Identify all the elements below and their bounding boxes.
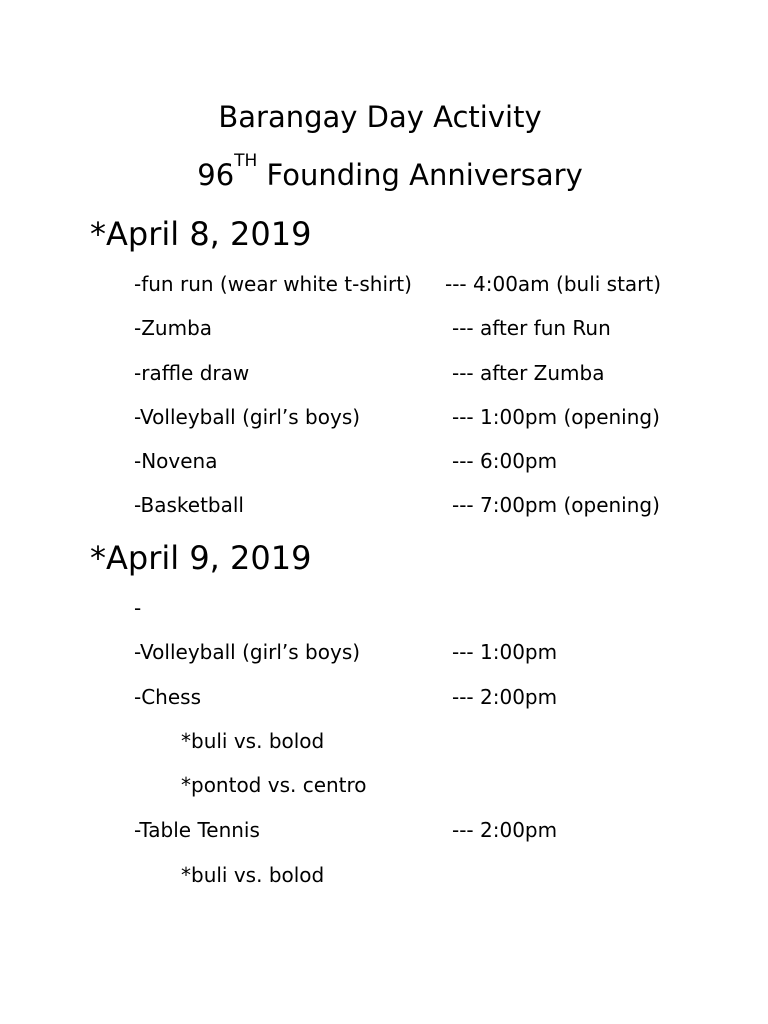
anniversary-label: Founding Anniversary: [257, 158, 583, 192]
schedule-row: [0, 491, 768, 519]
activity-time: --- 2:00pm: [452, 685, 558, 709]
schedule-row: [0, 447, 768, 475]
activity-name: -Novena: [134, 449, 218, 473]
activity-time: --- after fun Run: [452, 316, 611, 340]
activity-name: -Chess: [134, 685, 202, 709]
activity-time: --- 1:00pm: [452, 640, 558, 664]
activity-name: -Volleyball (girl’s boys): [134, 405, 361, 429]
activity-name: -Zumba: [134, 316, 213, 340]
schedule-row: [0, 816, 768, 844]
schedule-row: [0, 359, 768, 387]
anniversary-ordinal-suffix: TH: [234, 151, 258, 171]
schedule-row: [0, 638, 768, 666]
schedule-row: [0, 683, 768, 711]
activity-name: -fun run (wear white t-shirt): [134, 272, 412, 296]
activity-time: --- 4:00am (buli start): [445, 272, 662, 296]
activity-time: --- after Zumba: [452, 361, 605, 385]
day-1-date: *April 8, 2019: [90, 215, 312, 253]
schedule-row: [0, 314, 768, 342]
activity-name: -raffle draw: [134, 361, 250, 385]
schedule-row: [0, 594, 768, 622]
schedule-row: [0, 861, 768, 889]
anniversary-number: 96: [197, 158, 235, 192]
activity-name: -: [134, 596, 142, 620]
activity-time: --- 2:00pm: [452, 818, 558, 842]
activity-name: *buli vs. bolod: [181, 863, 325, 887]
schedule-row: [0, 270, 768, 298]
schedule-row: [0, 403, 768, 431]
schedule-row: [0, 771, 768, 799]
document-subtitle: [110, 151, 670, 193]
activity-name: *pontod vs. centro: [181, 773, 367, 797]
activity-name: -Basketball: [134, 493, 244, 517]
schedule-row: [0, 727, 768, 755]
activity-time: --- 7:00pm (opening): [452, 493, 660, 517]
document-title: Barangay Day Activity: [218, 100, 542, 134]
activity-name: *buli vs. bolod: [181, 729, 325, 753]
activity-name: -Table Tennis: [134, 818, 260, 842]
activity-time: --- 1:00pm (opening): [452, 405, 660, 429]
day-2-date: *April 9, 2019: [90, 539, 312, 577]
activity-name: -Volleyball (girl’s boys): [134, 640, 361, 664]
activity-time: --- 6:00pm: [452, 449, 558, 473]
